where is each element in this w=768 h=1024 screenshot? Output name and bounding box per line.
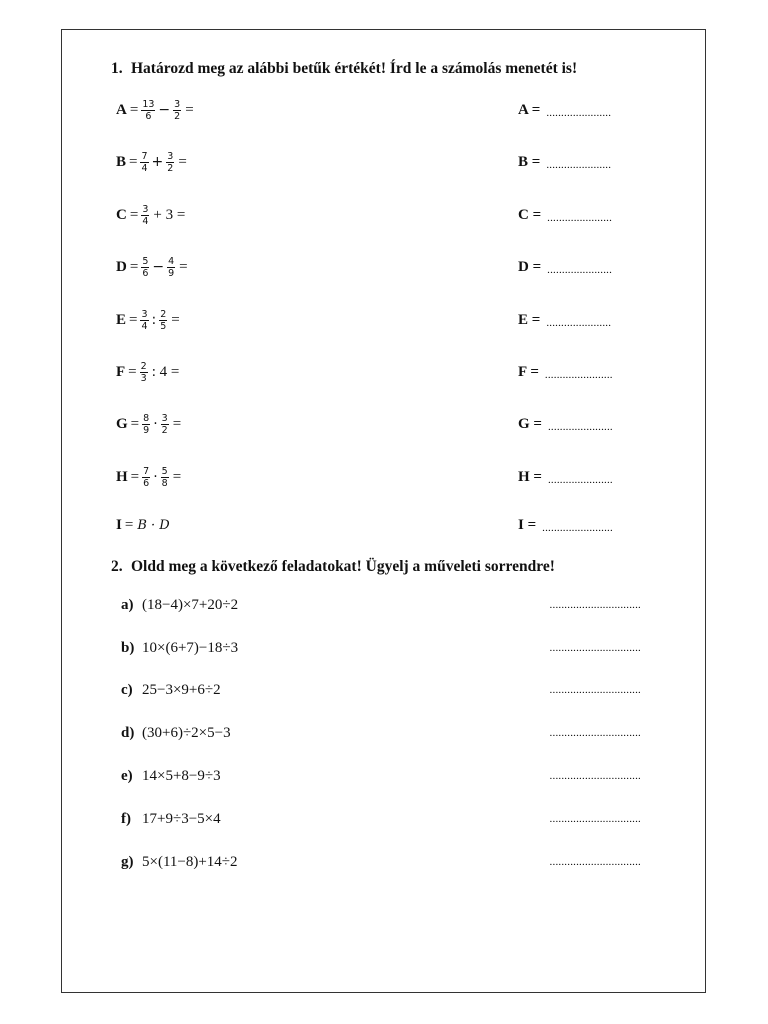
- answer-blank[interactable]: ......................: [547, 212, 613, 224]
- expression-tail: : 4 =: [151, 363, 180, 380]
- fraction-numerator: 5: [142, 255, 149, 267]
- task-expression: (30+6)÷2×5−3: [142, 725, 231, 741]
- equals-sign: =: [130, 415, 140, 432]
- fraction-numerator: 2: [160, 308, 167, 320]
- task-row-e: [121, 763, 641, 789]
- fraction-numerator: 3: [142, 203, 149, 215]
- fraction-first: [140, 151, 148, 174]
- task-label: f): [121, 811, 131, 827]
- task-expression: 5×(11−8)+14÷2: [142, 854, 238, 870]
- operator: :: [151, 312, 157, 328]
- equals-sign: =: [128, 363, 137, 380]
- task-row-d: [121, 720, 641, 746]
- variable-letter: A: [116, 101, 127, 118]
- equation-expression: [116, 509, 170, 541]
- fraction-denominator: 6: [145, 110, 152, 122]
- equation-row-g: [116, 408, 640, 440]
- equation-row-c: [116, 199, 640, 231]
- equation-expression: [116, 304, 180, 336]
- answer-blank[interactable]: ......................: [547, 474, 613, 486]
- equals-sign: =: [129, 206, 139, 223]
- answer-label: E =: [518, 311, 541, 328]
- fraction-numerator: 3: [174, 98, 181, 110]
- equals-sign: =: [129, 311, 138, 328]
- task-label: d): [121, 725, 135, 741]
- task-expression: (18−4)×7+20÷2: [142, 597, 239, 613]
- answer-blank[interactable]: .......................: [544, 369, 613, 381]
- equation-expression: [116, 251, 188, 283]
- task-expression: 10×(6+7)−18÷3: [142, 640, 239, 656]
- fraction-second: [159, 309, 167, 332]
- equation-expression: [116, 146, 187, 178]
- fraction-first: [142, 466, 150, 489]
- fraction-denominator: 4: [142, 215, 149, 227]
- equation-expression: [116, 461, 181, 493]
- fraction-first: [141, 99, 155, 122]
- equals-sign: =: [124, 516, 134, 533]
- fraction-denominator: 6: [143, 477, 150, 489]
- answer-field[interactable]: [518, 356, 613, 388]
- fraction-first: [140, 309, 148, 332]
- equation-expression: [116, 94, 194, 126]
- section2-heading: [111, 558, 555, 576]
- operator: ·: [153, 416, 158, 432]
- answer-label: D =: [518, 258, 542, 275]
- answer-field[interactable]: [518, 408, 613, 440]
- equation-row-f: [116, 356, 640, 388]
- answer-label: F =: [518, 363, 539, 380]
- operator: ·: [153, 469, 158, 485]
- fraction-denominator: 6: [142, 267, 149, 279]
- answer-field[interactable]: [518, 94, 611, 126]
- fraction-numerator: 3: [141, 308, 148, 320]
- product-expression: B · D: [137, 517, 170, 533]
- task-label: c): [121, 682, 133, 698]
- answer-label: I =: [518, 516, 537, 533]
- variable-letter: H: [116, 468, 128, 485]
- equation-row-e: [116, 304, 640, 336]
- fraction-numerator: 3: [161, 412, 168, 424]
- answer-blank[interactable]: ...............................: [549, 599, 641, 611]
- answer-blank[interactable]: ......................: [546, 107, 612, 119]
- variable-letter: E: [116, 311, 127, 328]
- task-row-c: [121, 677, 641, 703]
- task-expression: 17+9÷3−5×4: [142, 811, 221, 827]
- equation-expression: [116, 408, 181, 440]
- variable-letter: D: [116, 258, 127, 275]
- answer-blank[interactable]: ......................: [547, 264, 613, 276]
- fraction-second: [167, 256, 175, 279]
- answer-blank[interactable]: ........................: [542, 522, 613, 534]
- answer-blank[interactable]: ...............................: [549, 642, 641, 654]
- equation-row-b: [116, 146, 640, 178]
- answer-field[interactable]: [518, 199, 612, 231]
- answer-blank[interactable]: ......................: [546, 317, 612, 329]
- answer-blank[interactable]: ......................: [546, 159, 612, 171]
- fraction-denominator: 2: [174, 110, 181, 122]
- operator: −: [158, 102, 171, 118]
- variable-letter: G: [116, 415, 128, 432]
- equals-sign: =: [178, 153, 187, 170]
- answer-blank[interactable]: ...............................: [549, 684, 641, 696]
- answer-label: A =: [518, 101, 541, 118]
- equation-row-i: [116, 509, 640, 541]
- section1-title: Határozd meg az alábbi betűk értékét! Írd le a számolás menetét is!: [131, 60, 578, 77]
- fraction-numerator: 2: [140, 360, 147, 372]
- task-label: a): [121, 597, 134, 613]
- expression-tail: + 3 =: [153, 206, 186, 223]
- task-expression: 14×5+8−9÷3: [142, 768, 221, 784]
- variable-letter: F: [116, 363, 126, 380]
- answer-field[interactable]: [518, 251, 612, 283]
- equals-sign: =: [179, 258, 188, 275]
- task-row-f: [121, 806, 641, 832]
- fraction-numerator: 5: [161, 465, 168, 477]
- fraction-first: [140, 361, 148, 384]
- fraction-first: [142, 413, 150, 436]
- task-row-a: [121, 592, 641, 618]
- answer-blank[interactable]: ...............................: [549, 727, 641, 739]
- equation-row-h: [116, 461, 640, 493]
- task-label: e): [121, 768, 133, 784]
- equation-expression: [116, 356, 179, 388]
- equals-sign: =: [129, 101, 139, 118]
- section2-number: 2.: [111, 558, 123, 575]
- answer-field[interactable]: [518, 509, 613, 541]
- section1-number: 1.: [111, 60, 123, 77]
- variable-letter: B: [116, 153, 127, 170]
- fraction-denominator: 3: [140, 372, 147, 384]
- fraction-denominator: 2: [167, 162, 174, 174]
- fraction-second: [173, 99, 181, 122]
- answer-field[interactable]: [518, 461, 613, 493]
- fraction-second: [161, 413, 169, 436]
- operator: −: [152, 259, 165, 275]
- fraction-denominator: 4: [141, 320, 148, 332]
- equation-row-d: [116, 251, 640, 283]
- fraction-first: [141, 204, 149, 227]
- fraction-numerator: 7: [141, 150, 148, 162]
- answer-blank[interactable]: ...............................: [549, 856, 641, 868]
- equals-sign: =: [185, 101, 194, 118]
- answer-label: G =: [518, 415, 542, 432]
- answer-blank[interactable]: ......................: [547, 421, 613, 433]
- fraction-denominator: 9: [168, 267, 175, 279]
- section2-title: Oldd meg a következő feladatokat! Ügyelj a műveleti sorrendre!: [131, 558, 555, 575]
- fraction-numerator: 8: [143, 412, 150, 424]
- equation-row-a: [116, 94, 640, 126]
- equals-sign: =: [129, 258, 139, 275]
- fraction-numerator: 4: [168, 255, 175, 267]
- task-expression: 25−3×9+6÷2: [142, 682, 221, 698]
- answer-field[interactable]: [518, 304, 611, 336]
- task-label: b): [121, 640, 135, 656]
- fraction-denominator: 5: [160, 320, 167, 332]
- equals-sign: =: [171, 311, 180, 328]
- fraction-denominator: 8: [161, 477, 168, 489]
- equals-sign: =: [172, 415, 182, 432]
- answer-blank[interactable]: ...............................: [549, 770, 641, 782]
- equals-sign: =: [172, 468, 182, 485]
- fraction-numerator: 3: [167, 150, 174, 162]
- fraction-numerator: 13: [142, 98, 155, 110]
- fraction-denominator: 4: [141, 162, 148, 174]
- task-row-g: [121, 849, 641, 875]
- fraction-denominator: 2: [161, 424, 168, 436]
- variable-letter: I: [116, 516, 122, 533]
- answer-label: H =: [518, 468, 542, 485]
- fraction-first: [141, 256, 149, 279]
- operator: +: [151, 154, 164, 170]
- fraction-second: [166, 151, 174, 174]
- fraction-second: [161, 466, 169, 489]
- equals-sign: =: [130, 468, 140, 485]
- equals-sign: =: [129, 153, 138, 170]
- answer-blank[interactable]: ...............................: [549, 813, 641, 825]
- section1-heading: [111, 60, 577, 78]
- fraction-denominator: 9: [143, 424, 150, 436]
- task-row-b: [121, 635, 641, 661]
- answer-field[interactable]: [518, 146, 611, 178]
- task-label: g): [121, 854, 134, 870]
- variable-letter: C: [116, 206, 127, 223]
- answer-label: C =: [518, 206, 542, 223]
- fraction-numerator: 7: [143, 465, 150, 477]
- equation-expression: [116, 199, 185, 231]
- answer-label: B =: [518, 153, 541, 170]
